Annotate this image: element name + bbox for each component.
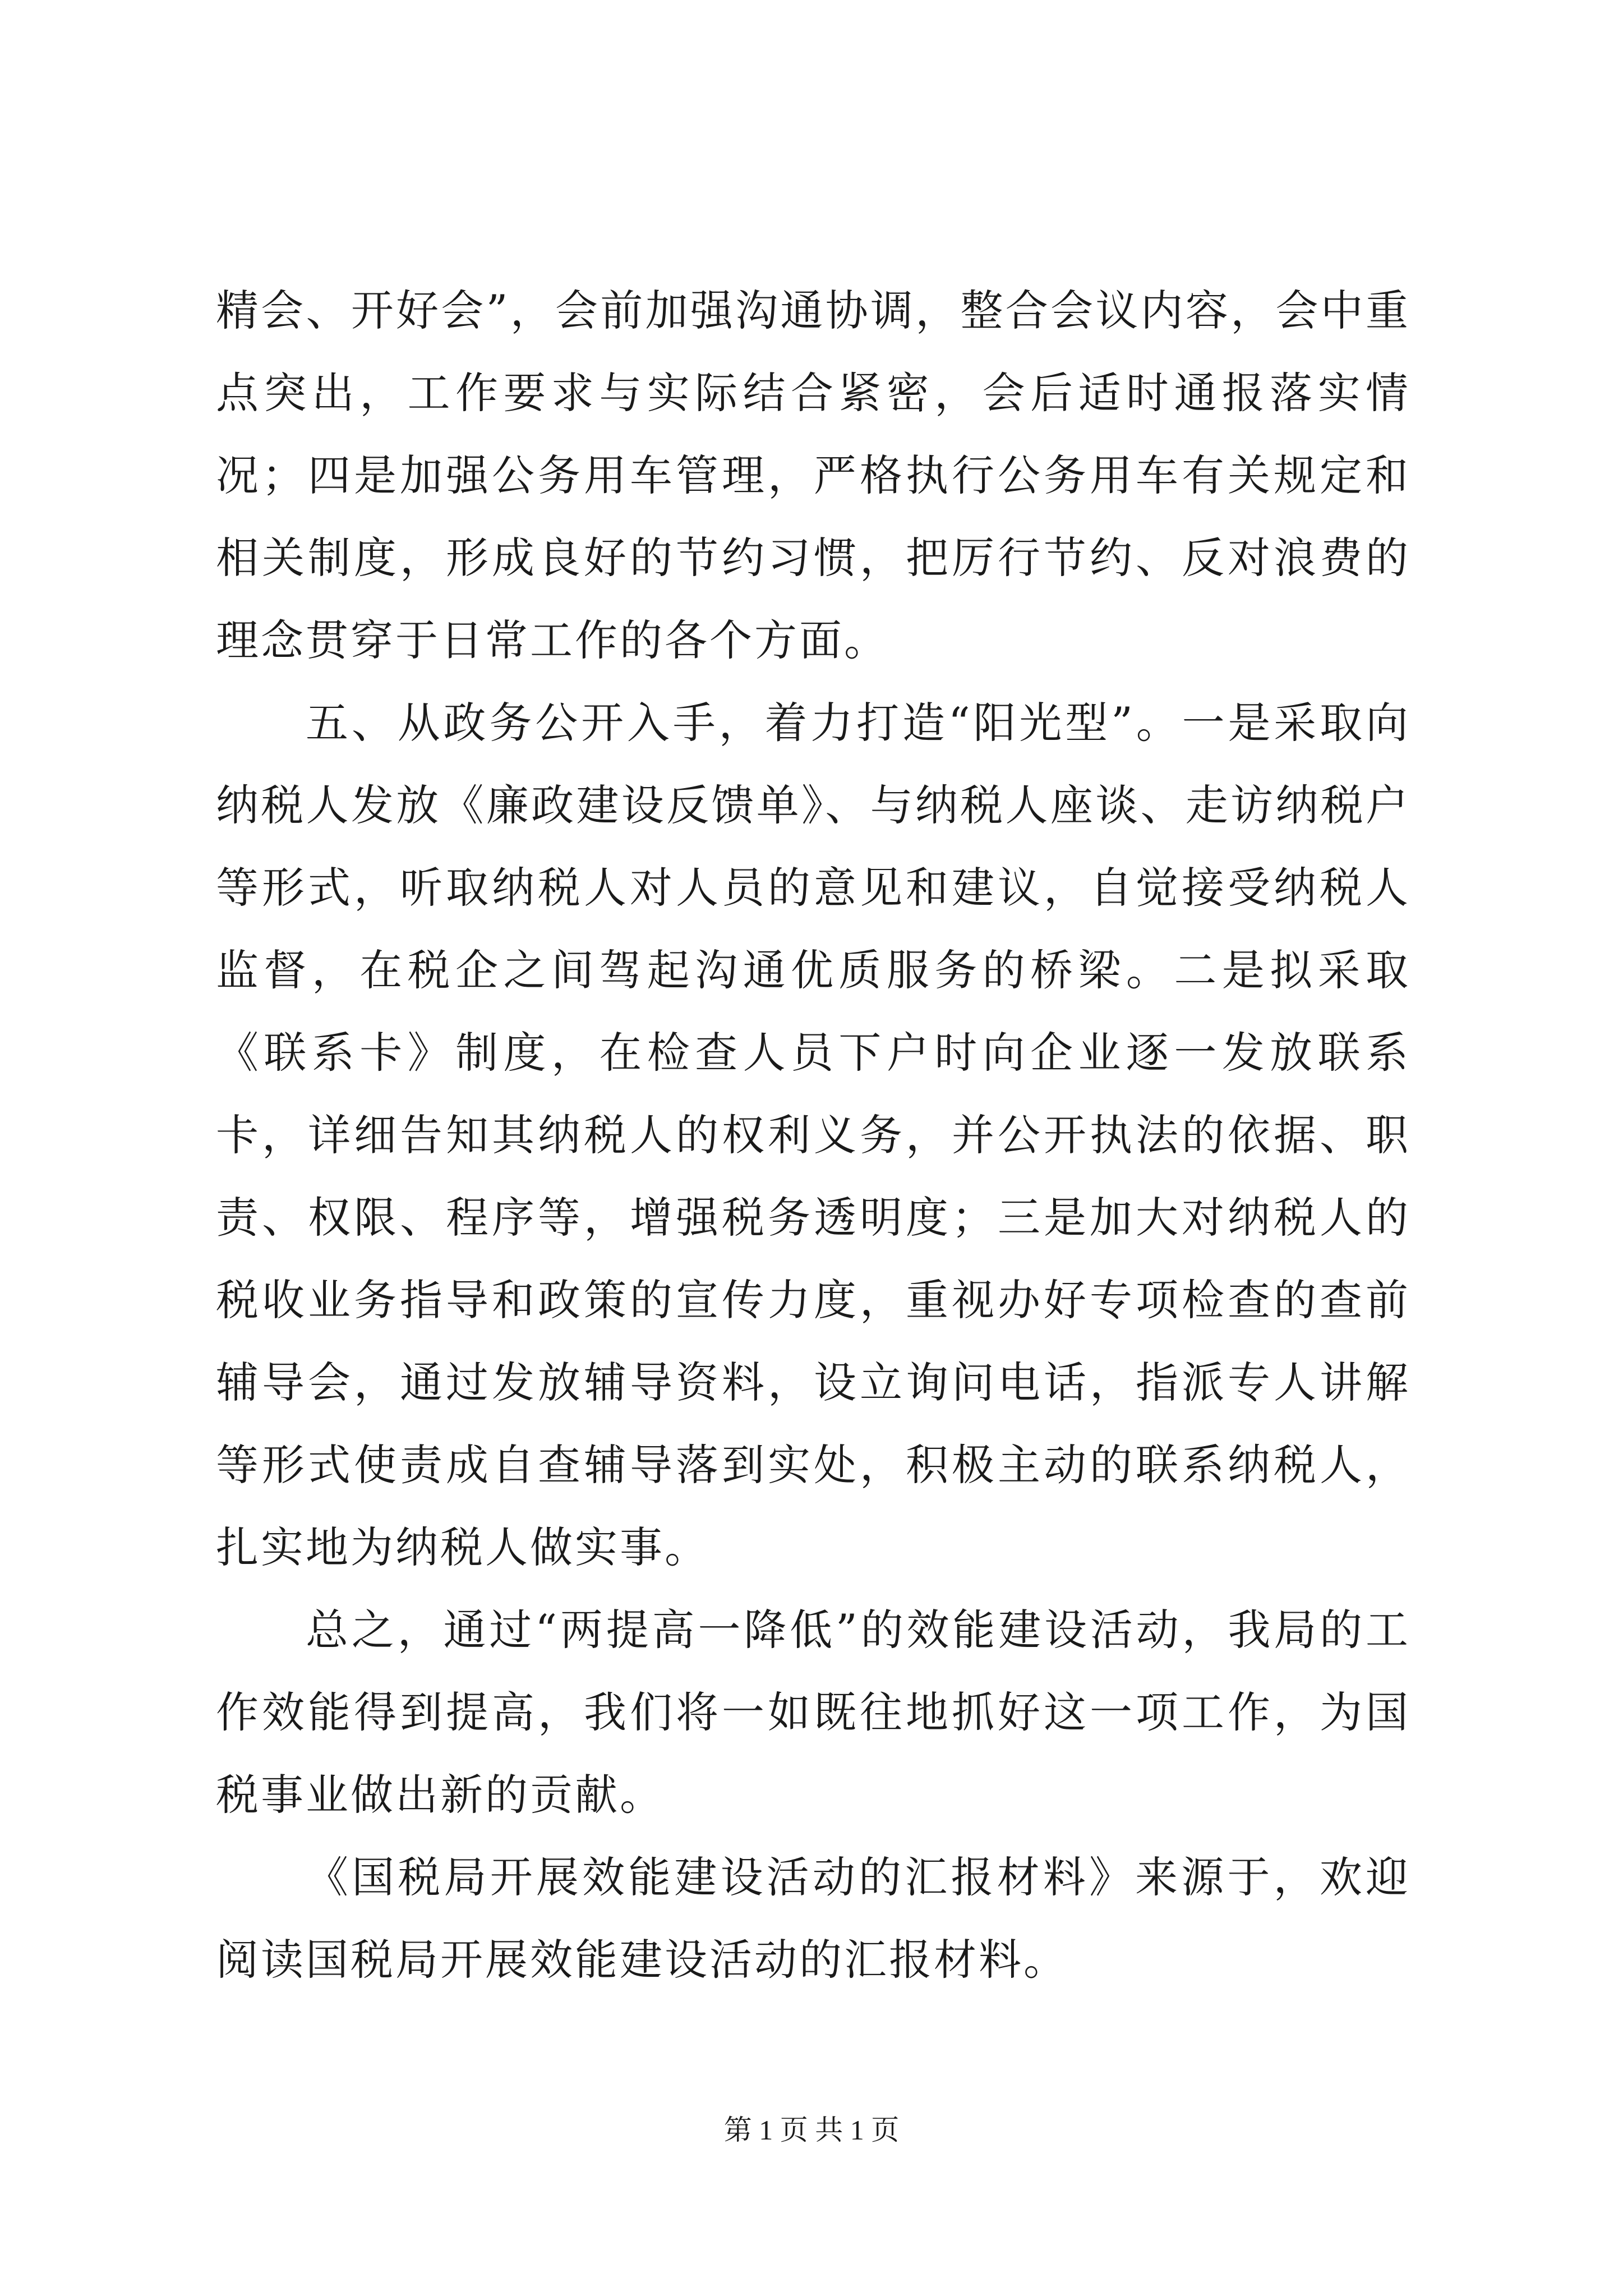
- paragraph-summary: 总之，通过“两提高一降低”的效能建设活动，我局的工作效能得到提高，我们将一如既往地抓好这一项工作，为国税事业做出新的贡献。: [216, 1605, 1410, 1820]
- paragraph-source-note: 《国税局开展效能建设活动的汇报材料》来源于，欢迎阅读国税局开展效能建设活动的汇报材料。: [216, 1852, 1410, 1985]
- page-footer: 第 1 页 共 1 页: [723, 2114, 900, 2146]
- paragraph-section-five: 五、从政务公开入手，着力打造“阳光型”。一是采取向纳税人发放《廉政建设反馈单》、与纳税人座谈、走访纳税户等形式，听取纳税人对人员的意见和建议，自觉接受纳税人监督，在税企之间驾起沟通优质服务的桥梁。二是拟采取《联系卡》制度，在检查人员下户时向企业逐一发放联系卡，详细告知其纳税人的权利义务，并公开执法的依据、职责、权限、程序等，增强税务透明度；三是加大对纳税人的税收业务指导和政策的宣传力度，重视办好专项检查的查前辅导会，通过发放辅导资料，设立询问电话，指派专人讲解等形式使责成自查辅导落到实处，积极主动的联系纳税人，扎实地为纳税人做实事。: [216, 698, 1410, 1572]
- paragraph-continuation: 精会、开好会”，会前加强沟通协调，整合会议内容，会中重点突出，工作要求与实际结合紧密，会后适时通报落实情况；四是加强公务用车管理，严格执行公务用车有关规定和相关制度，形成良好的节约习惯，把厉行节约、反对浪费的理念贯穿于日常工作的各个方面。: [216, 286, 1410, 665]
- document-body: [216, 269, 1410, 2001]
